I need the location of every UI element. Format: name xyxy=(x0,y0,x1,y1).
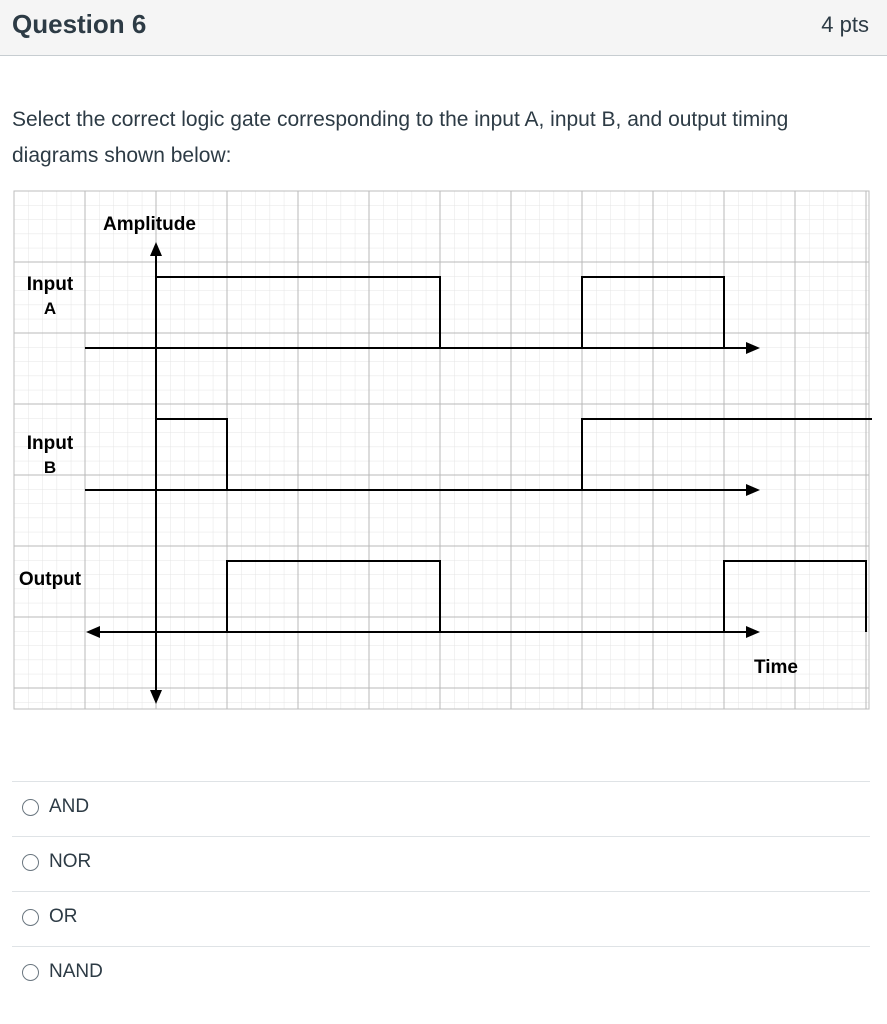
answer-option-nor[interactable] xyxy=(12,836,870,891)
timing-diagram-svg xyxy=(12,186,872,714)
radio-button[interactable] xyxy=(22,799,39,816)
input-b-label-line1: Input xyxy=(26,433,74,454)
output-label: Output xyxy=(18,569,82,590)
answer-option-and[interactable] xyxy=(12,781,870,836)
question-points: 4 pts xyxy=(821,12,869,37)
answer-label[interactable]: NOR xyxy=(49,851,92,872)
radio-button[interactable] xyxy=(22,964,39,981)
input-a-label-line2: A xyxy=(43,299,57,318)
answer-label[interactable]: AND xyxy=(49,796,90,817)
question-title: Question 6 xyxy=(12,9,147,39)
answer-list xyxy=(12,781,870,1001)
answer-option-nand[interactable] xyxy=(12,946,870,1001)
question-header xyxy=(0,0,887,56)
axis-y-label: Amplitude xyxy=(103,214,196,235)
timing-diagram xyxy=(12,186,872,714)
answer-label[interactable]: OR xyxy=(49,906,78,927)
radio-button[interactable] xyxy=(22,909,39,926)
input-a-label-line1: Input xyxy=(26,274,74,295)
radio-button[interactable] xyxy=(22,854,39,871)
answer-label[interactable]: NAND xyxy=(49,961,103,982)
question-text: Select the correct logic gate corresponding to the input A, input B, and output timing diagrams shown below: xyxy=(12,108,789,167)
input-b-label-line2: B xyxy=(43,458,57,477)
answer-option-or[interactable] xyxy=(12,891,870,946)
axis-x-label: Time xyxy=(754,657,799,678)
